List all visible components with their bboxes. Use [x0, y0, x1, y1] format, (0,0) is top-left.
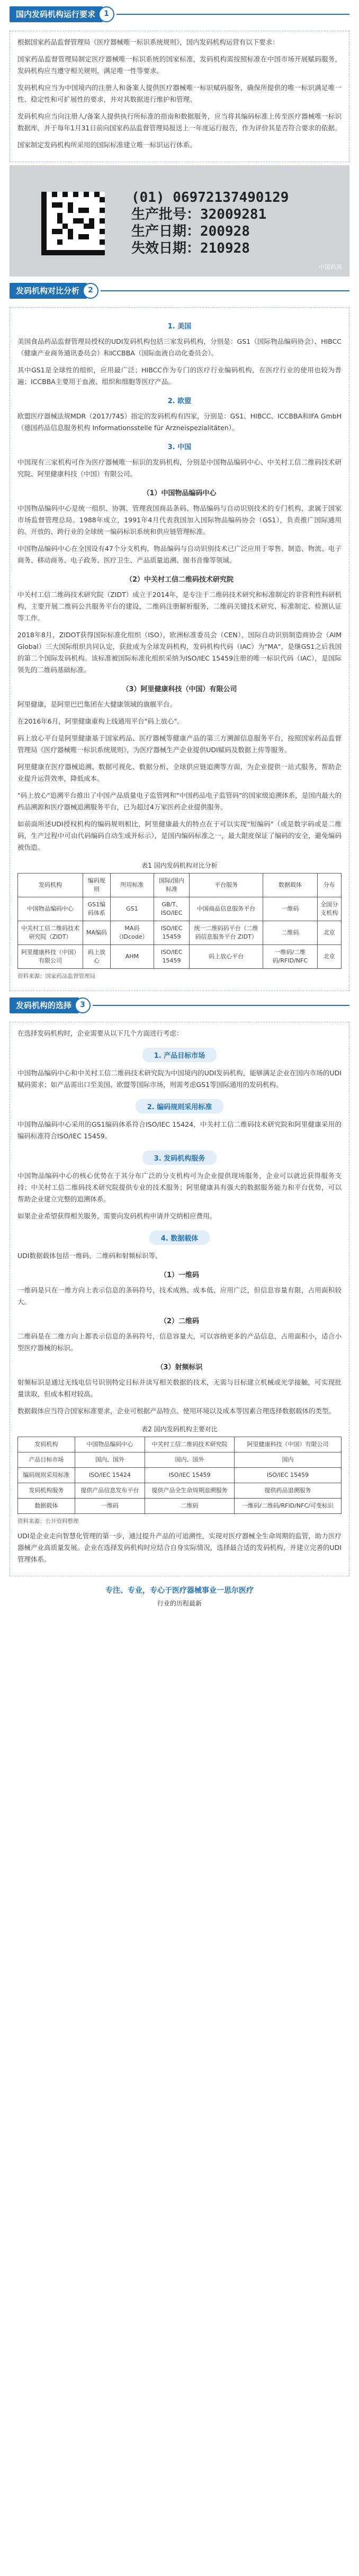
table-row [18, 897, 342, 921]
paragraph: 在2016年6月，阿里健康重构上线通用平台"码上放心"。 [17, 717, 184, 725]
table-header-cell: 发码机构 [18, 873, 83, 897]
table-row [18, 945, 342, 969]
paragraph: 数据载体应当符合国家标准要求，企业可根据产品特点、使用环境以及成本等因素合理选择数据载体的类型。 [17, 1407, 336, 1415]
subheading: 2. 欧盟 [167, 397, 192, 405]
table-cell: 中关村工信二维码技术研究院（ZIDT） [18, 921, 83, 945]
paragraph: 码上放心平台是阿里健康基于国家药品、医疗器械等健康产品的第三方溯源信息服务平台，按照国家药品监督管理局《医疗器械唯一标识系统规则》，为医疗器械生产企业提供UDI赋码及数据上传等服务。 [17, 734, 342, 754]
table-cell: AHM [110, 945, 154, 969]
banner-text: 4. 数据载体 [149, 1231, 210, 1245]
table-cell: 一维码 [263, 897, 317, 921]
table-cell: GS1编码体系 [83, 897, 110, 921]
paragraph: 中国物品编码中心的核心优势在于其分布广泛的分支机构可为企业提供现场服务，企业可以就近获得服务支持；中关村工信二维码技术研究院提供专业的技术服务；阿里健康具有强大的数据服务能力和平台优势，可以帮助企业建立完整的追溯体系。 [17, 1172, 342, 1203]
table-cell: 统一二维码码平台（二维码信息服务平台 ZIDT） [190, 921, 263, 945]
subheading: （2）中关村工信二维码技术研究院 [125, 576, 234, 584]
paragraph: UDI数据载体包括一维码、二维码和射频标识等。 [17, 1252, 162, 1260]
paragraph: 美国食品药品监督管理局授权的UDI发码机构包括三家发码机构，分别是：GS1（国际物品编码协会）、HIBCC（健康产业商务通讯委员会）和ICCBBA（国际血液自动化委员会）。 [17, 337, 342, 357]
table-cell: 北京 [317, 945, 341, 969]
table-cell: MA码（IDcode） [110, 921, 154, 945]
section-divider [116, 14, 349, 15]
table-cell: 发码机构服务 [18, 1483, 75, 1499]
paragraph: 中国现有三家机构可作为医疗器械唯一标识的发码机构，分别是中国物品编码中心、中关村工信二维码技术研究院、阿里健康科技（中国）有限公司。 [17, 458, 342, 478]
section-2-body [10, 307, 349, 991]
table-cell: 二维码 [145, 1499, 235, 1514]
section-2-header [10, 282, 349, 300]
table-header-cell: 阿里健康科技（中国）有限公司 [234, 1437, 341, 1452]
table-row [18, 921, 342, 945]
mfg-date-line: 生产日期：200928 [131, 224, 250, 239]
paragraph: 欧盟医疗器械法规MDR（2017/745）指定的发码机构有四家，分别是：GS1、HIBCC、ICCBBA和IFA GmbH（德国药品信息服务机构 Informationsstelle für Arzneispezialitäten）。 [17, 412, 342, 432]
table-cell: GB/T、ISO/IEC [154, 897, 189, 921]
table-cell: 国内 [234, 1452, 341, 1468]
paragraph: 国家制定发码机构所采用的国际标准建立唯一标识运行体系。 [17, 141, 196, 149]
table-caption: 表1 国内发码机构对比分析 [141, 862, 218, 869]
subheading: （1）中国物品编码中心 [142, 489, 217, 497]
paragraph: 中国物品编码中心和中关村工信二维码技术研究院为中国境内的UDI发码机构，能够满足企业在国内市场的UDI赋码需求；如产品需出口至美国、欧盟等国际市场，则需考虑GS1等国际通用的发码机构。 [17, 1069, 342, 1089]
table-row [18, 1452, 342, 1468]
section-1-number: 1 [98, 6, 114, 22]
paragraph: 二维码是在二维方向上都表示信息的条码符号，信息容量大，可以容纳更多的产品信息，占用面积小，适合小型医疗器械的标识。 [17, 1332, 342, 1352]
table-cell: 全国分支机构 [317, 897, 341, 921]
subheading: （3）阿里健康科技（中国）有限公司 [122, 685, 237, 693]
table-header-cell: 平台服务 [190, 873, 263, 897]
table-cell: GS1 [110, 897, 154, 921]
section-2 [0, 282, 359, 991]
section-3-header [10, 996, 349, 1014]
table-cell: 提供产品信息发布平台 [75, 1483, 145, 1499]
paragraph: 阿里健康在医疗器械追溯、数据可视化、数据分析、全球供应链追溯等方面，为企业提供一站式服务，帮助企业提升运营效率，降低成本。 [17, 763, 342, 782]
table-cell: ISO/IEC 15459 [154, 945, 189, 969]
section-3 [0, 996, 359, 1576]
table-header-row [18, 873, 342, 897]
table-cell: 提供药品追溯服务 [234, 1483, 341, 1499]
table-cell: ISO/IEC 15459 [154, 921, 189, 945]
subheading: 3. 中国 [167, 443, 192, 451]
table-row [18, 1483, 342, 1499]
table-header-cell: 发码机构 [18, 1437, 75, 1452]
paragraph: 在选择发码机构时，企业需要从以下几个方面进行考虑： [17, 1029, 183, 1037]
table-header-cell: 国际/国内标准 [154, 873, 189, 897]
table-source: 资料来源：国家药品监督管理局 [17, 973, 95, 979]
table-header-cell: 编码规则 [83, 873, 110, 897]
table-row [18, 1468, 342, 1483]
table-cell: 一维码 [75, 1499, 145, 1514]
section-1-title: 国内发码机构运行要求 [10, 6, 103, 22]
table-header-cell: 中关村工信二维码技术研究院 [145, 1437, 235, 1452]
table-cell: 数据载体 [18, 1499, 75, 1514]
table-cell: 一维码/二维码/RFID/NFC/可变标识 [234, 1499, 341, 1514]
section-1 [0, 5, 359, 277]
udi-label-photo [10, 165, 349, 277]
watermark: 中国药网 [319, 264, 342, 271]
section-3-title: 发码机构的选择 [10, 997, 79, 1013]
subheading: 1. 美国 [167, 323, 192, 331]
paragraph: 阿里健康，是阿里巴巴集团在大健康领域的旗舰平台。 [17, 700, 177, 708]
paragraph: 一维码是只在一维方向上表示信息的条码符号，技术成熟、成本低、应用广泛，但信息容量有限，占用面积较大。 [17, 1286, 342, 1306]
footer-slogan: 专注、专业，专心于医疗器械事业一思尔医疗 [105, 1586, 254, 1595]
table-cell: ISO/IEC 15424 [75, 1468, 145, 1483]
paragraph: 国家药品监督管理局制定医疗器械唯一标识系统的国家标准，发码机构需按照标准在中国市场开展赋码服务，发码机构应当遵守相关规则，满足唯一性等要求。 [17, 55, 342, 75]
table-cell: 中国商品信息服务平台 [190, 897, 263, 921]
table-cell: 提供产品全生命周期追溯服务 [145, 1483, 235, 1499]
paragraph: 2018年8月，ZIDOT获得国际标准化组织（ISO），欧洲标准委员会（CEN），国际自动识别制造商协会（AIM Global）三大国际组织共同认定，获批成为全球发码机构，发码机构代码（IAC）为"MA"，是继GS1之后我国的第二个国际发码机构。该标准被国际标准化组织采纳为ISO/IEC 15459注册的唯一标识代码（IAC），是国际领先的二维码基础标准。 [17, 631, 342, 674]
table-cell: 产品目标市场 [18, 1452, 75, 1468]
paragraph: 发码机构应当为中国境内的注册人和备案人提供医疗器械唯一标识赋码服务，确保所提供的唯一标识满足唯一性、稳定性和可扩展性的要求，并对其数据进行维护和管理。 [17, 84, 342, 103]
footer [0, 1576, 359, 1613]
paragraph: 射频标识是通过无线电信号识别特定目标并读写相关数据的技术，无需与目标建立机械或光学接触，可实现批量读取，但成本相对较高。 [17, 1378, 342, 1398]
table-cell: 一维码/二维码/RFID/NFC [263, 945, 317, 969]
banner-heading [17, 1231, 342, 1245]
section-2-number: 2 [83, 283, 98, 299]
paragraph: 发码机构应当向注册人/备案人提供执行所标准的指南和数据服务，应当将其编码标准上传至医疗器械唯一标识数据库，并于每年1月31日前向国家药品监督管理局报送上一年度运行报告，作为评价其是否符合要求的依据。 [17, 112, 342, 132]
paragraph: 中国物品编码中心是统一组织、协调、管理我国商品条码、物品编码与自动识别技术的专门机构，隶属于国家市场监督管理总局。1988年成立，1991年4月代表我国加入国际物品编码协会（GS1），负责推广国际通用的、开放的、跨行业的全球统一编码标识系统和供应链管理标准。 [17, 504, 342, 536]
banner-text: 3. 发码机构服务 [142, 1151, 217, 1165]
paragraph: 如前面所述UDI授权机构的编码规则相比，阿里健康最大的特点在于可以实现"短编码"（或是数字码或是二维码，生产过程中可由代码编码自动生成并标示），是国内编码标准之一，最大限度保证了编码的安全，避免编码被伪造。 [17, 820, 342, 851]
table-header-cell: 数据载体 [263, 873, 317, 897]
table-cell: 国内、国外 [145, 1452, 235, 1468]
lot-line: 生产批号：32009281 [131, 207, 267, 222]
paragraph: 中关村工信二维码技术研究院（ZIDT）成立于2014年，是专注于二维码技术研究和标准制定的非营利性科研机构，主要开展二维码公共服务平台的建设，二维码注册解析服务，二维码关键技术研究、标准制定、检测认证等工作。 [17, 591, 342, 622]
comparison-table-2 [17, 1437, 342, 1514]
subheading: （3）射频标识 [156, 1363, 203, 1371]
table-cell: ISO/IEC 15459 [145, 1468, 235, 1483]
table-cell: 二维码 [263, 921, 317, 945]
banner-text: 2. 编码规则采用标准 [136, 1099, 224, 1113]
table-cell: ISO/IEC 15459 [234, 1468, 341, 1483]
table-cell: 国内、国外 [75, 1452, 145, 1468]
table-header-row [18, 1437, 342, 1452]
section-1-header [10, 5, 349, 23]
paragraph: 如果企业希望获得相关服务，需要向发码机构申请并交纳相应费用。 [17, 1212, 217, 1220]
banner-heading [17, 1151, 342, 1165]
table-header-cell: 中国物品编码中心 [75, 1437, 145, 1452]
subheading: （2）二维码 [159, 1317, 200, 1325]
datamatrix-icon [41, 192, 105, 255]
table-cell: 码上放心 [83, 945, 110, 969]
table-cell: MA编码 [83, 921, 110, 945]
exp-date-line: 失效日期：210928 [131, 240, 250, 256]
section-2-title: 发码机构对比分析 [10, 283, 87, 299]
table-header-cell: 所用标准 [110, 873, 154, 897]
table-header-cell: 分布 [317, 873, 341, 897]
section-3-body [10, 1022, 349, 1576]
table-cell: 编码规则采用标准 [18, 1468, 75, 1483]
paragraph: UDI是企业走向智慧化管理的第一步，通过提升产品的可追溯性，实现对医疗器械全生命周期的监管，助力医疗器械产业高质量发展。企业在选择发码机构时应结合自身实际情况，选择最合适的发码机构，并建立完善的UDI管理体系。 [17, 1532, 342, 1563]
paragraph: 中国物品编码中心在全国设有47个分支机构，物品编码与自动识别技术已广泛应用于零售、制造、物流、电子商务、移动商务、电子政务、医疗卫生、产品质量追溯、图书音像等领域。 [17, 545, 342, 564]
banner-heading [17, 1099, 342, 1113]
udi-di-line: (01) 06972137490129 [131, 190, 289, 206]
section-1-body [10, 31, 349, 162]
section-3-number: 3 [75, 997, 91, 1013]
footer-subline: 行业的历程最新 [157, 1600, 202, 1607]
subheading: （1）一维码 [159, 1271, 200, 1279]
section-divider [101, 290, 349, 291]
table-caption: 表2 国内发码机构主要对比 [141, 1425, 218, 1433]
table-row [18, 1499, 342, 1514]
table-source: 资料来源：公开资料整理 [17, 1518, 79, 1525]
banner-text: 1. 产品目标市场 [142, 1048, 217, 1062]
section-divider [93, 1005, 349, 1006]
banner-heading [17, 1048, 342, 1062]
paragraph: 其中GS1是全球性的组织，应用最广泛；HIBCC作为专门的医疗行业编码机构，在医疗行业的使用也较为普遍；ICCBBA主要用于血液、组织和细胞等医疗产品。 [17, 366, 342, 386]
paragraph: 中国物品编码中心采用的GS1编码体系符合ISO/IEC 15424，中关村工信二维码技术研究院和阿里健康采用的编码标准符合ISO/IEC 15459。 [17, 1120, 342, 1140]
table-cell: 中国物品编码中心 [18, 897, 83, 921]
paragraph: "码上放心"追溯平台推出了中国产品质量电子监管网和"中国药品电子监管码"的国家级追溯体系，是国内最大的药品溯源和医疗器械追溯服务平台，已为超过4万家医药企业提供服务。 [17, 791, 342, 811]
table-cell: 码上放心平台 [190, 945, 263, 969]
table-cell: 阿里健康科技（中国）有限公司 [18, 945, 83, 969]
udi-label-text [131, 189, 289, 257]
comparison-table-1 [17, 873, 342, 969]
table-cell: 北京 [317, 921, 341, 945]
paragraph: 根据国家药品监督管理局《医疗器械唯一标识系统规则》，国内发码机构运营有以下要求： [17, 38, 279, 46]
